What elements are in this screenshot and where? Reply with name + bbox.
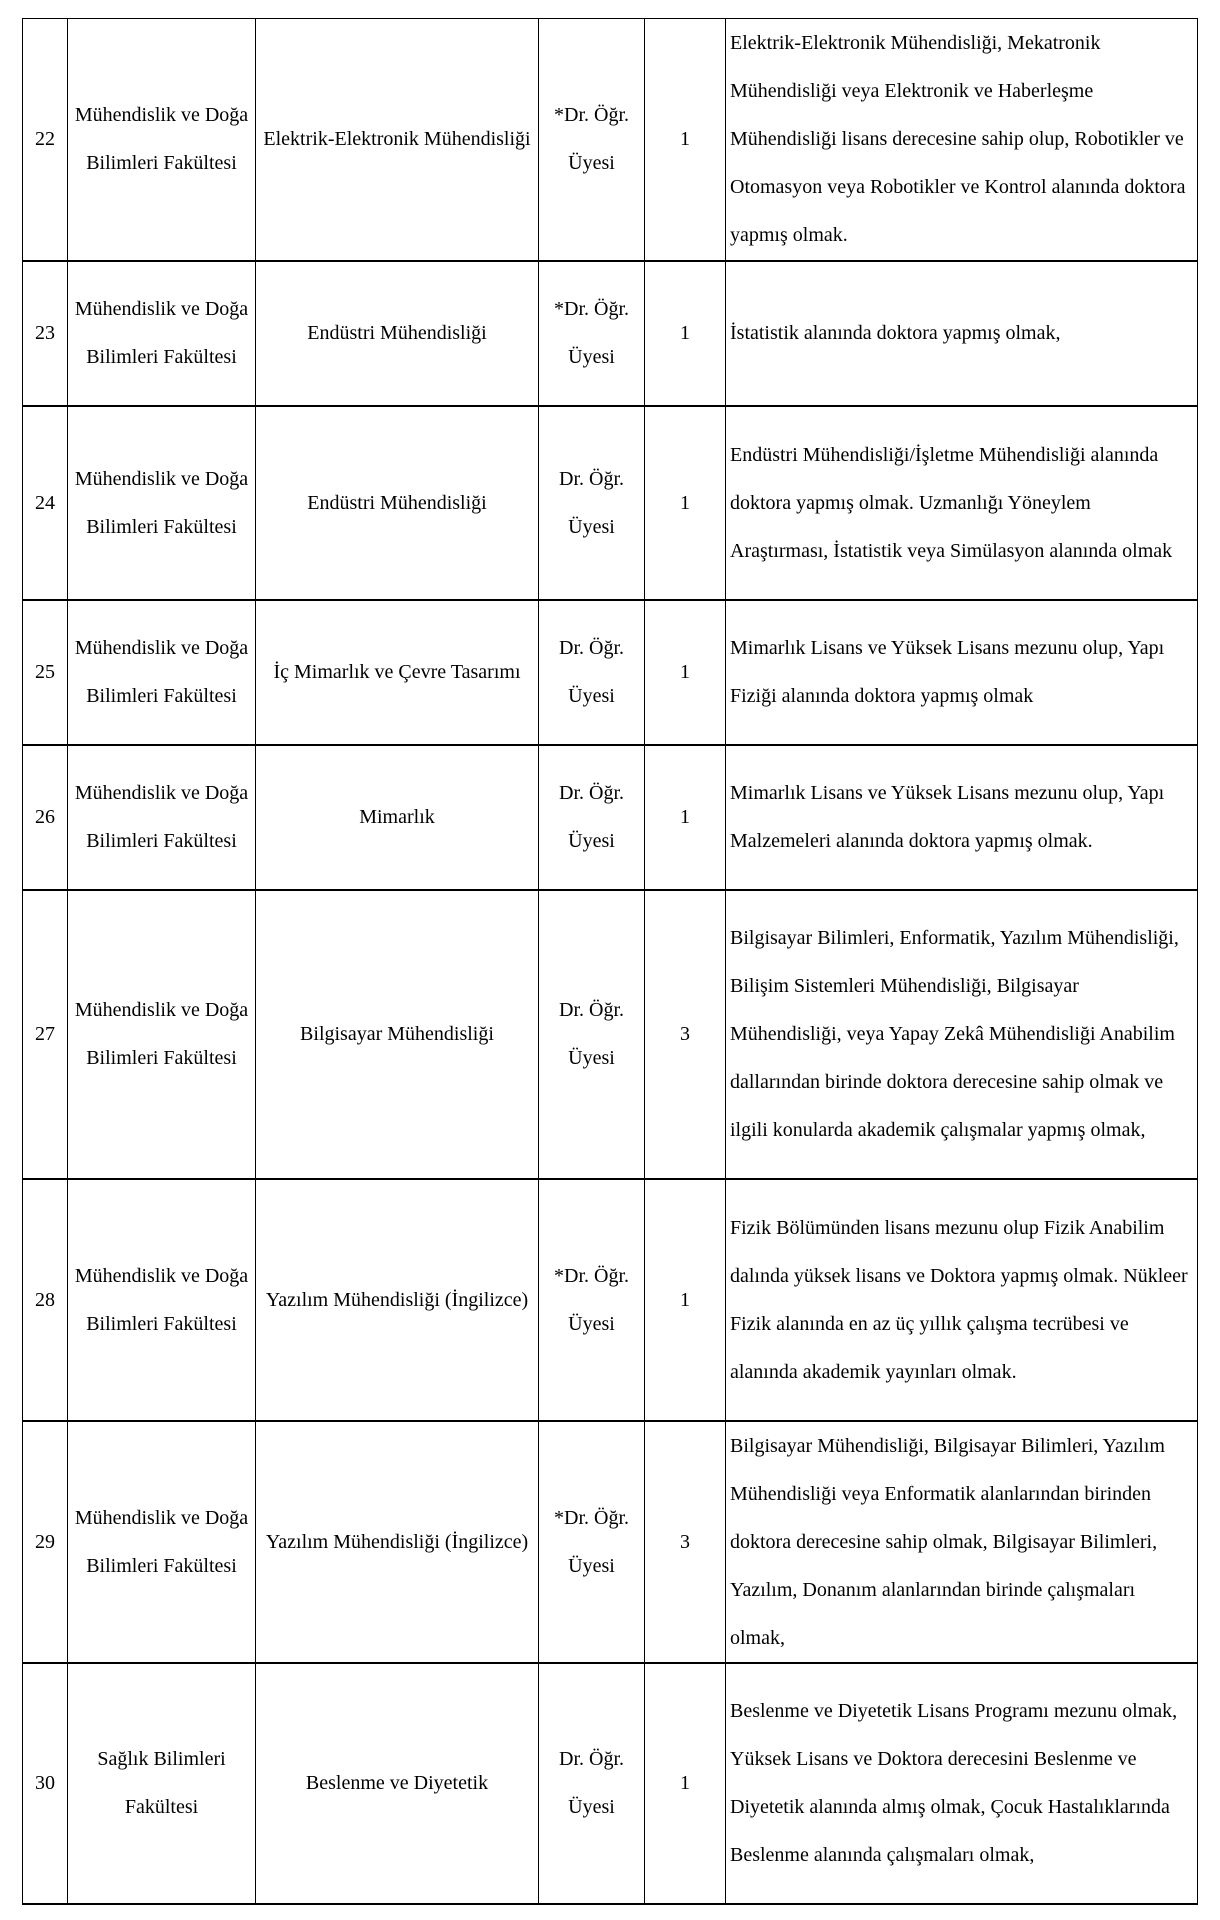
department-cell: Yazılım Mühendisliği (İngilizce) <box>256 1421 539 1663</box>
academic-title-cell: Dr. Öğr. Üyesi <box>539 1663 645 1904</box>
faculty-cell: Mühendislik ve Doğa Bilimleri Fakültesi <box>68 406 256 600</box>
department-cell: Mimarlık <box>256 745 539 890</box>
requirements-cell: İstatistik alanında doktora yapmış olmak, <box>726 261 1198 406</box>
position-count-cell: 1 <box>645 1663 726 1904</box>
faculty-cell: Sağlık Bilimleri Fakültesi <box>68 1663 256 1904</box>
row-number-cell: 30 <box>23 1663 68 1904</box>
table-row <box>23 600 1198 745</box>
table-row <box>23 19 1198 261</box>
requirements-cell: Bilgisayar Bilimleri, Enformatik, Yazılım Mühendisliği, Bilişim Sistemleri Mühendisliği, Bilgisayar Mühendisliği, veya Yapay Zekâ Mühendisliği Anabilim dallarından birinde doktora derecesine sahip olmak ve ilgili konularda akademik çalışmalar yapmış olmak, <box>726 890 1198 1179</box>
academic-title-cell: Dr. Öğr. Üyesi <box>539 890 645 1179</box>
academic-title-cell: *Dr. Öğr. Üyesi <box>539 19 645 261</box>
position-count-cell: 1 <box>645 19 726 261</box>
position-count-cell: 3 <box>645 1421 726 1663</box>
faculty-cell: Mühendislik ve Doğa Bilimleri Fakültesi <box>68 1179 256 1421</box>
row-number-cell: 27 <box>23 890 68 1179</box>
row-number-cell: 22 <box>23 19 68 261</box>
table-row <box>23 1179 1198 1421</box>
department-cell: Endüstri Mühendisliği <box>256 261 539 406</box>
table-row <box>23 1663 1198 1904</box>
table-row <box>23 406 1198 600</box>
department-cell: Yazılım Mühendisliği (İngilizce) <box>256 1179 539 1421</box>
table-row <box>23 1421 1198 1663</box>
table-row <box>23 745 1198 890</box>
academic-title-cell: Dr. Öğr. Üyesi <box>539 745 645 890</box>
academic-title-cell: *Dr. Öğr. Üyesi <box>539 1179 645 1421</box>
faculty-cell: Mühendislik ve Doğa Bilimleri Fakültesi <box>68 19 256 261</box>
position-count-cell: 1 <box>645 261 726 406</box>
position-count-cell: 1 <box>645 745 726 890</box>
position-table <box>22 18 1198 1905</box>
row-number-cell: 29 <box>23 1421 68 1663</box>
table-row <box>23 261 1198 406</box>
faculty-cell: Mühendislik ve Doğa Bilimleri Fakültesi <box>68 1421 256 1663</box>
requirements-cell: Bilgisayar Mühendisliği, Bilgisayar Bilimleri, Yazılım Mühendisliği veya Enformatik alanlarından birinden doktora derecesine sahip olmak, Bilgisayar Bilimleri, Yazılım, Donanım alanlarından birinde çalışmaları olmak, <box>726 1421 1198 1663</box>
row-number-cell: 25 <box>23 600 68 745</box>
academic-title-cell: *Dr. Öğr. Üyesi <box>539 1421 645 1663</box>
department-cell: Elektrik-Elektronik Mühendisliği <box>256 19 539 261</box>
faculty-cell: Mühendislik ve Doğa Bilimleri Fakültesi <box>68 745 256 890</box>
requirements-cell: Endüstri Mühendisliği/İşletme Mühendisliği alanında doktora yapmış olmak. Uzmanlığı Yöneylem Araştırması, İstatistik veya Simülasyon alanında olmak <box>726 406 1198 600</box>
department-cell: Beslenme ve Diyetetik <box>256 1663 539 1904</box>
row-number-cell: 24 <box>23 406 68 600</box>
requirements-cell: Beslenme ve Diyetetik Lisans Programı mezunu olmak, Yüksek Lisans ve Doktora derecesini Beslenme ve Diyetetik alanında almış olmak, Çocuk Hastalıklarında Beslenme alanında çalışmaları olmak, <box>726 1663 1198 1904</box>
academic-title-cell: Dr. Öğr. Üyesi <box>539 406 645 600</box>
row-number-cell: 26 <box>23 745 68 890</box>
faculty-cell: Mühendislik ve Doğa Bilimleri Fakültesi <box>68 600 256 745</box>
requirements-cell: Fizik Bölümünden lisans mezunu olup Fizik Anabilim dalında yüksek lisans ve Doktora yapmış olmak. Nükleer Fizik alanında en az üç yıllık çalışma tecrübesi ve alanında akademik yayınları olmak. <box>726 1179 1198 1421</box>
faculty-cell: Mühendislik ve Doğa Bilimleri Fakültesi <box>68 890 256 1179</box>
position-count-cell: 3 <box>645 890 726 1179</box>
position-count-cell: 1 <box>645 406 726 600</box>
academic-title-cell: Dr. Öğr. Üyesi <box>539 600 645 745</box>
department-cell: Endüstri Mühendisliği <box>256 406 539 600</box>
position-count-cell: 1 <box>645 600 726 745</box>
faculty-cell: Mühendislik ve Doğa Bilimleri Fakültesi <box>68 261 256 406</box>
position-count-cell: 1 <box>645 1179 726 1421</box>
requirements-cell: Mimarlık Lisans ve Yüksek Lisans mezunu olup, Yapı Fiziği alanında doktora yapmış olmak <box>726 600 1198 745</box>
department-cell: Bilgisayar Mühendisliği <box>256 890 539 1179</box>
row-number-cell: 28 <box>23 1179 68 1421</box>
row-number-cell: 23 <box>23 261 68 406</box>
requirements-cell: Elektrik-Elektronik Mühendisliği, Mekatronik Mühendisliği veya Elektronik ve Haberleşme Mühendisliği lisans derecesine sahip olup, Robotikler ve Otomasyon veya Robotikler ve Kontrol alanında doktora yapmış olmak. <box>726 19 1198 261</box>
department-cell: İç Mimarlık ve Çevre Tasarımı <box>256 600 539 745</box>
requirements-cell: Mimarlık Lisans ve Yüksek Lisans mezunu olup, Yapı Malzemeleri alanında doktora yapmış olmak. <box>726 745 1198 890</box>
table-row <box>23 890 1198 1179</box>
academic-title-cell: *Dr. Öğr. Üyesi <box>539 261 645 406</box>
